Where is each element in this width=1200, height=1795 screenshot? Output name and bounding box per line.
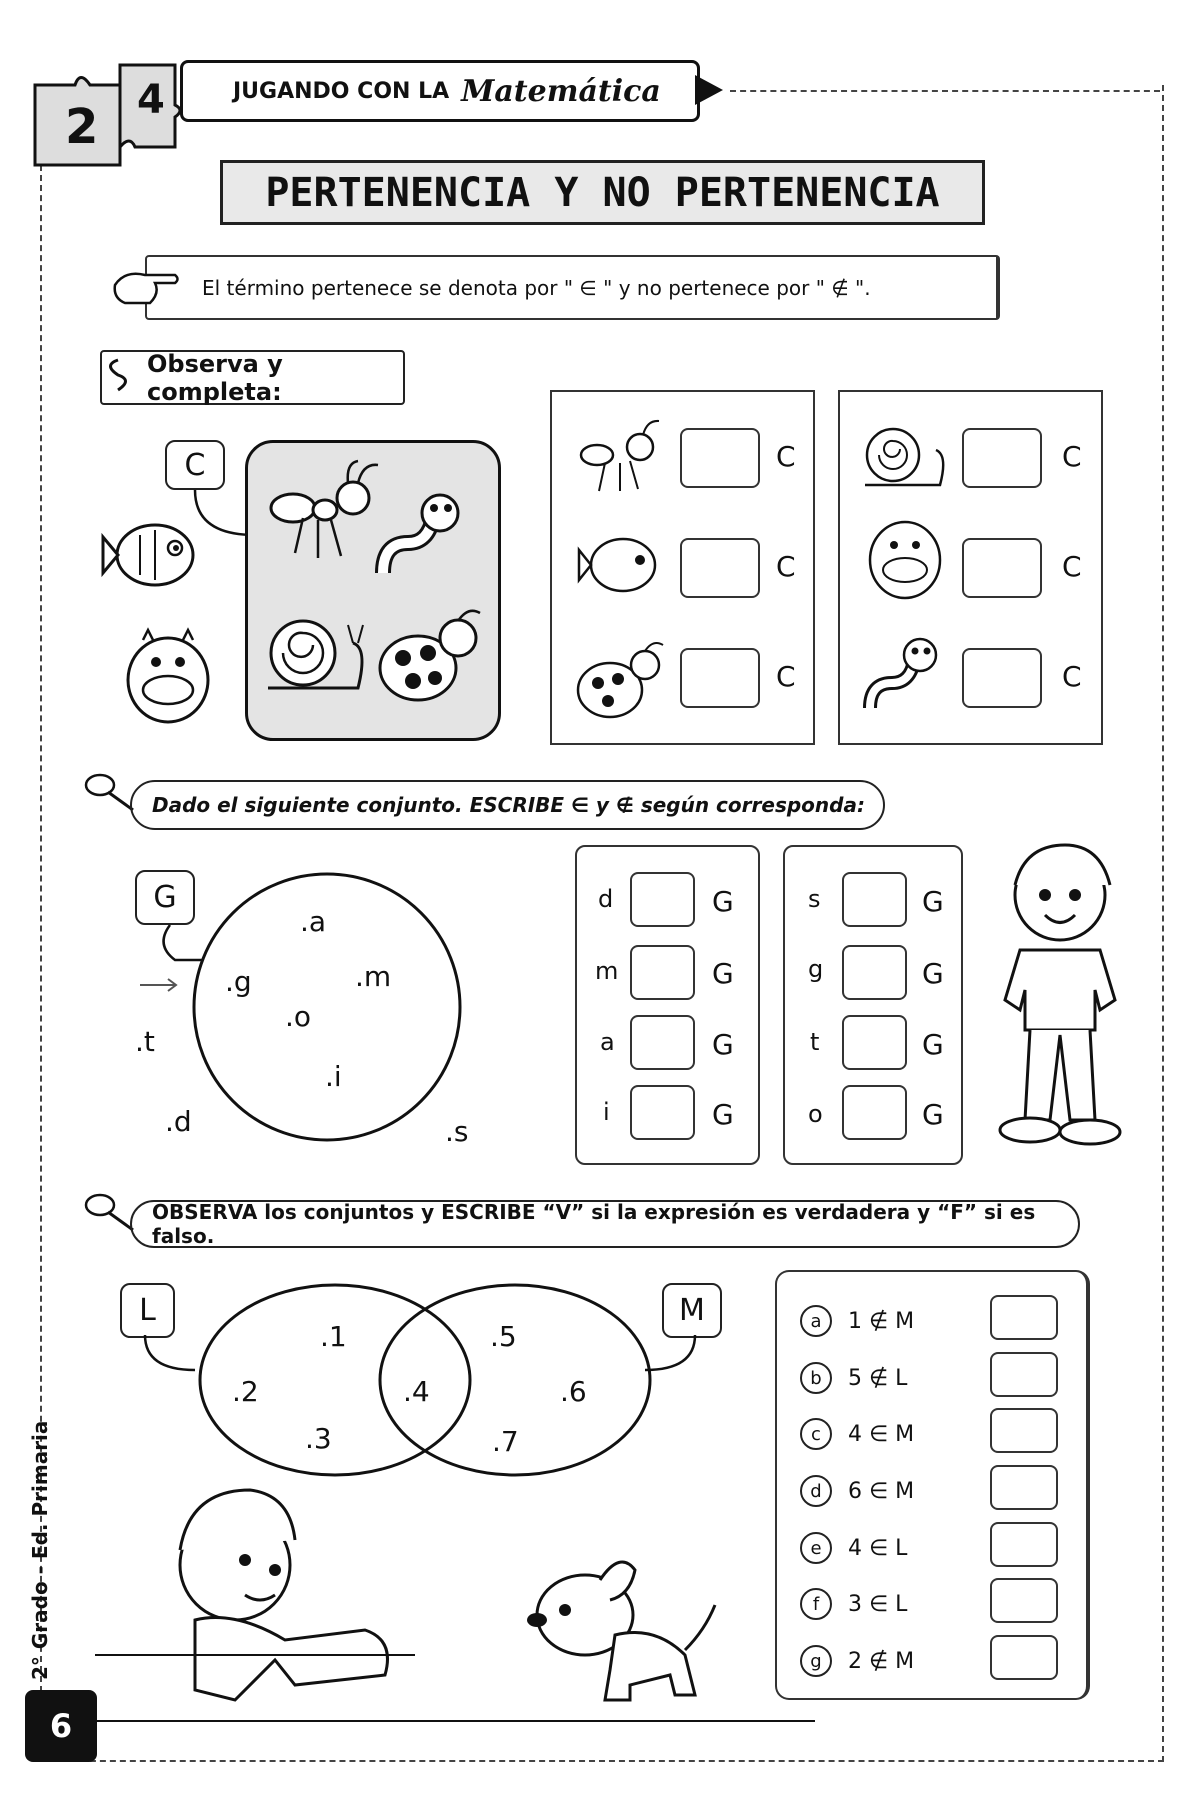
venn-element-5: .5 [490,1320,517,1353]
set-letter-snail: C [1062,440,1082,473]
element-t: .t [135,1025,155,1058]
snail-icon [258,603,378,703]
ant-icon [263,458,383,568]
element-m: .m [355,960,392,993]
set-g-circle [190,870,465,1145]
g-left-set-1: G [712,885,734,918]
g-left-set-2: G [712,957,734,990]
answer-box-worm[interactable] [962,648,1042,708]
vf-answer-f[interactable] [990,1578,1058,1623]
exercise-ladybug-icon [570,635,670,725]
set-letter-ladybug: C [776,660,796,693]
vf-answer-a[interactable] [990,1295,1058,1340]
puzzle-number-2: 4 [137,77,165,123]
set-g-label: G [135,870,195,925]
puzzle-logo-icon [25,55,195,175]
g-right-answer-2[interactable] [842,945,907,1000]
element-i: .i [325,1060,342,1093]
set-l-label: L [120,1283,175,1338]
g-left-answer-2[interactable] [630,945,695,1000]
ground-line [95,1720,815,1722]
exercise-worm-icon [860,630,950,725]
answer-box-fish[interactable] [680,538,760,598]
puzzle-number-1: 2 [65,99,99,155]
vf-answer-g[interactable] [990,1635,1058,1680]
set-letter-ant: C [776,440,796,473]
g-left-element-3: a [600,1028,615,1056]
hippo-icon [118,620,218,730]
set-c-diagram [245,440,501,741]
vf-item-c: c 4 ∈ M [800,1418,914,1450]
g-left-answer-3[interactable] [630,1015,695,1070]
g-left-set-4: G [712,1098,734,1131]
puppy-icon [515,1555,725,1725]
element-a: .a [300,905,327,938]
banner-arrow-icon [695,75,725,105]
g-left-element-4: i [603,1098,610,1126]
vf-item-f: f 3 ∈ L [800,1588,907,1620]
g-right-answer-3[interactable] [842,1015,907,1070]
exercise-hippo-icon [860,505,950,605]
banner-prefix: JUGANDO CON LA [233,78,450,104]
boy-lying-icon [95,1480,425,1710]
vf-item-d: d 6 ∈ M [800,1475,914,1507]
bow-icon [103,355,133,400]
header-banner [180,60,700,122]
g-right-set-4: G [922,1098,944,1131]
worm-icon [368,488,478,598]
fish-icon [100,510,200,600]
element-d: .d [165,1105,192,1138]
vf-answer-b[interactable] [990,1352,1058,1397]
g-right-element-2: g [808,955,824,983]
answer-box-ladybug[interactable] [680,648,760,708]
g-left-set-3: G [712,1028,734,1061]
set-m-label: M [662,1283,722,1338]
set-c-label: C [165,440,225,490]
g-left-answer-4[interactable] [630,1085,695,1140]
exercise-snail-icon [855,415,955,495]
venn-element-1: .1 [320,1320,347,1353]
g-left-element-1: d [598,885,614,913]
g-right-element-4: o [808,1100,823,1128]
set-letter-fish: C [776,550,796,583]
g-right-answer-4[interactable] [842,1085,907,1140]
vf-item-e: e 4 ∈ L [800,1532,907,1564]
section2-instruction: Dado el siguiente conjunto. ESCRIBE ∈ y ∉ según corresponda: [130,780,885,830]
venn-element-2: .2 [232,1375,259,1408]
g-left-element-2: m [595,957,619,985]
section3-instruction: OBSERVA los conjuntos y ESCRIBE “V” si la expresión es verdadera y “F” si es falso. [130,1200,1080,1248]
set-letter-worm: C [1062,660,1082,693]
boy-standing-icon [990,840,1130,1150]
page-title: PERTENENCIA Y NO PERTENENCIA [220,160,985,225]
vf-item-g: g 2 ∉ M [800,1645,914,1677]
g-right-set-1: G [922,885,944,918]
g-left-answer-1[interactable] [630,872,695,927]
g-right-set-3: G [922,1028,944,1061]
venn-element-7: .7 [492,1425,519,1458]
set-letter-hippo: C [1062,550,1082,583]
g-right-element-1: s [808,885,821,913]
vf-item-a: a 1 ∉ M [800,1305,914,1337]
exercise-fish-icon [575,525,665,605]
venn-element-4: .4 [403,1375,430,1408]
rule-box [145,255,1000,320]
g-right-set-2: G [922,957,944,990]
g-right-answer-1[interactable] [842,872,907,927]
grade-side-text: 2° Grado - Ed. Primaria [28,1420,52,1680]
rule-text: El término pertenece se denota por " ∈ " y no pertenece por " ∉ ". [202,275,871,300]
banner-dash [730,90,1160,92]
page-number: 6 [25,1690,97,1762]
set-g-arrow-icon [140,975,185,995]
answer-box-ant[interactable] [680,428,760,488]
vf-answer-e[interactable] [990,1522,1058,1567]
g-right-element-3: t [810,1028,820,1056]
answer-box-snail[interactable] [962,428,1042,488]
venn-element-3: .3 [305,1422,332,1455]
ladybug-icon [373,603,488,713]
answer-box-hippo[interactable] [962,538,1042,598]
set-l-connector [140,1330,200,1380]
venn-element-6: .6 [560,1375,587,1408]
section1-instruction: Observa y completa: [100,350,405,405]
element-g: .g [225,965,252,998]
element-o: .o [285,1000,312,1033]
exercise-ant-icon [575,415,665,495]
element-s: .s [445,1115,469,1148]
banner-script: Matemática [461,73,661,109]
vf-item-b: b 5 ∉ L [800,1362,907,1394]
vf-answer-c[interactable] [990,1408,1058,1453]
vf-answer-d[interactable] [990,1465,1058,1510]
pointing-hand-icon [110,265,180,310]
